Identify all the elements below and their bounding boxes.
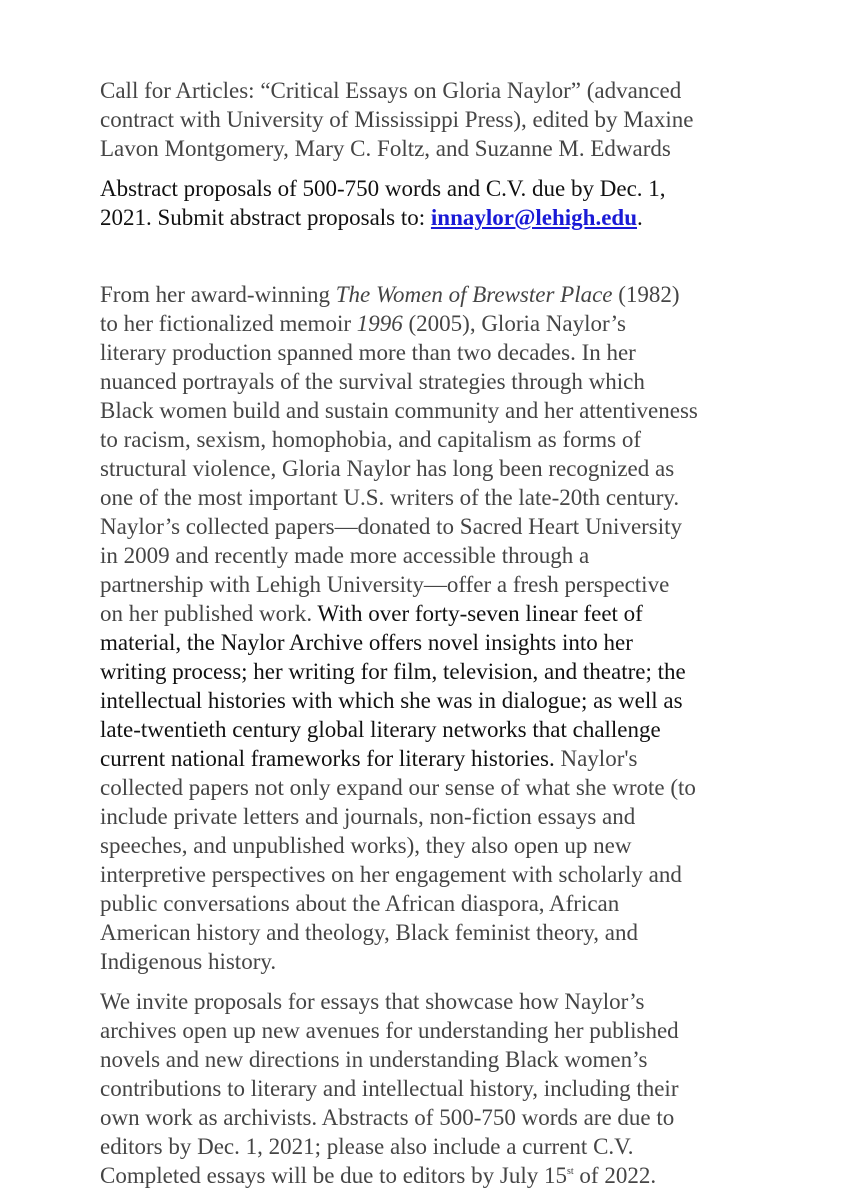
text-span: From her award-winning bbox=[100, 282, 336, 307]
email-link[interactable]: innaylor@lehigh.edu bbox=[430, 205, 638, 230]
text-span: of 2022. bbox=[573, 1163, 657, 1188]
paragraph-line: intellectual histories with which she was in dialogue; as well as bbox=[100, 688, 683, 713]
paragraph-line: in 2009 and recently made more accessible through a bbox=[100, 543, 590, 568]
text-span: Completed essays will be due to editors by July 15 bbox=[100, 1163, 567, 1188]
deadline-period: . bbox=[637, 205, 643, 230]
intro-paragraph bbox=[100, 280, 780, 976]
paragraph-line bbox=[100, 744, 780, 773]
paragraph-line: literary production spanned more than two decades. In her bbox=[100, 340, 636, 365]
paragraph-line: American history and theology, Black feminist theory, and bbox=[100, 920, 639, 945]
deadline-line: Abstract proposals of 500-750 words and C.V. due by Dec. 1, bbox=[100, 176, 666, 201]
text-span: on her published work. bbox=[100, 601, 318, 626]
highlight-text: current national frameworks for literary histories. bbox=[100, 746, 555, 771]
paragraph-line: Indigenous history. bbox=[100, 949, 277, 974]
paragraph-line: Black women build and sustain community and her attentiveness bbox=[100, 398, 698, 423]
invite-paragraph bbox=[100, 987, 780, 1190]
paragraph-line: We invite proposals for essays that showcase how Naylor’s bbox=[100, 989, 645, 1014]
paragraph-line: contributions to literary and intellectual history, including their bbox=[100, 1076, 679, 1101]
deadline-text: 2021. Submit abstract proposals to: bbox=[100, 205, 431, 230]
paragraph-line: include private letters and journals, non-fiction essays and bbox=[100, 804, 636, 829]
paragraph-line: to racism, sexism, homophobia, and capitalism as forms of bbox=[100, 427, 642, 452]
paragraph-line: nuanced portrayals of the survival strategies through which bbox=[100, 369, 645, 394]
paragraph-line: writing process; her writing for film, television, and theatre; the bbox=[100, 659, 686, 684]
document-page bbox=[100, 76, 780, 1190]
paragraph-line bbox=[100, 599, 780, 628]
paragraph-line: Naylor’s collected papers—donated to Sacred Heart University bbox=[100, 514, 683, 539]
paragraph-line: editors by Dec. 1, 2021; please also include a current C.V. bbox=[100, 1134, 634, 1159]
paragraph-line: partnership with Lehigh University—offer a fresh perspective bbox=[100, 572, 670, 597]
book-title: 1996 bbox=[356, 311, 403, 336]
paragraph-line: speeches, and unpublished works), they also open up new bbox=[100, 833, 632, 858]
paragraph-line: material, the Naylor Archive offers novel insights into her bbox=[100, 630, 633, 655]
paragraph-line: one of the most important U.S. writers of the late-20th century. bbox=[100, 485, 680, 510]
paragraph-line bbox=[100, 309, 780, 338]
paragraph-line bbox=[100, 280, 780, 309]
paragraph-line: structural violence, Gloria Naylor has long been recognized as bbox=[100, 456, 675, 481]
title-line: Call for Articles: “Critical Essays on Gloria Naylor” (advanced bbox=[100, 78, 682, 103]
text-span: Naylor's bbox=[554, 746, 638, 771]
text-span: (1982) bbox=[612, 282, 680, 307]
ordinal-suffix: st bbox=[566, 1166, 574, 1177]
paragraph-line: collected papers not only expand our sense of what she wrote (to bbox=[100, 775, 696, 800]
paragraph-line: public conversations about the African diaspora, African bbox=[100, 891, 620, 916]
deadline-line bbox=[100, 203, 780, 232]
paragraph-line: interpretive perspectives on her engagement with scholarly and bbox=[100, 862, 682, 887]
call-title bbox=[100, 76, 780, 163]
highlight-text: With over forty-seven linear feet of bbox=[317, 601, 643, 626]
paragraph-line: own work as archivists. Abstracts of 500-750 words are due to bbox=[100, 1105, 675, 1130]
title-line: contract with University of Mississippi Press), edited by Maxine bbox=[100, 107, 694, 132]
book-title: The Women of Brewster Place bbox=[335, 282, 613, 307]
paragraph-line bbox=[100, 1161, 780, 1190]
paragraph-line: novels and new directions in understanding Black women’s bbox=[100, 1047, 648, 1072]
text-span: to her fictionalized memoir bbox=[100, 311, 357, 336]
paragraph-line: archives open up new avenues for understanding her published bbox=[100, 1018, 679, 1043]
deadline-notice bbox=[100, 174, 780, 232]
paragraph-line: late-twentieth century global literary networks that challenge bbox=[100, 717, 661, 742]
title-line: Lavon Montgomery, Mary C. Foltz, and Suzanne M. Edwards bbox=[100, 136, 671, 161]
text-span: (2005), Gloria Naylor’s bbox=[402, 311, 626, 336]
